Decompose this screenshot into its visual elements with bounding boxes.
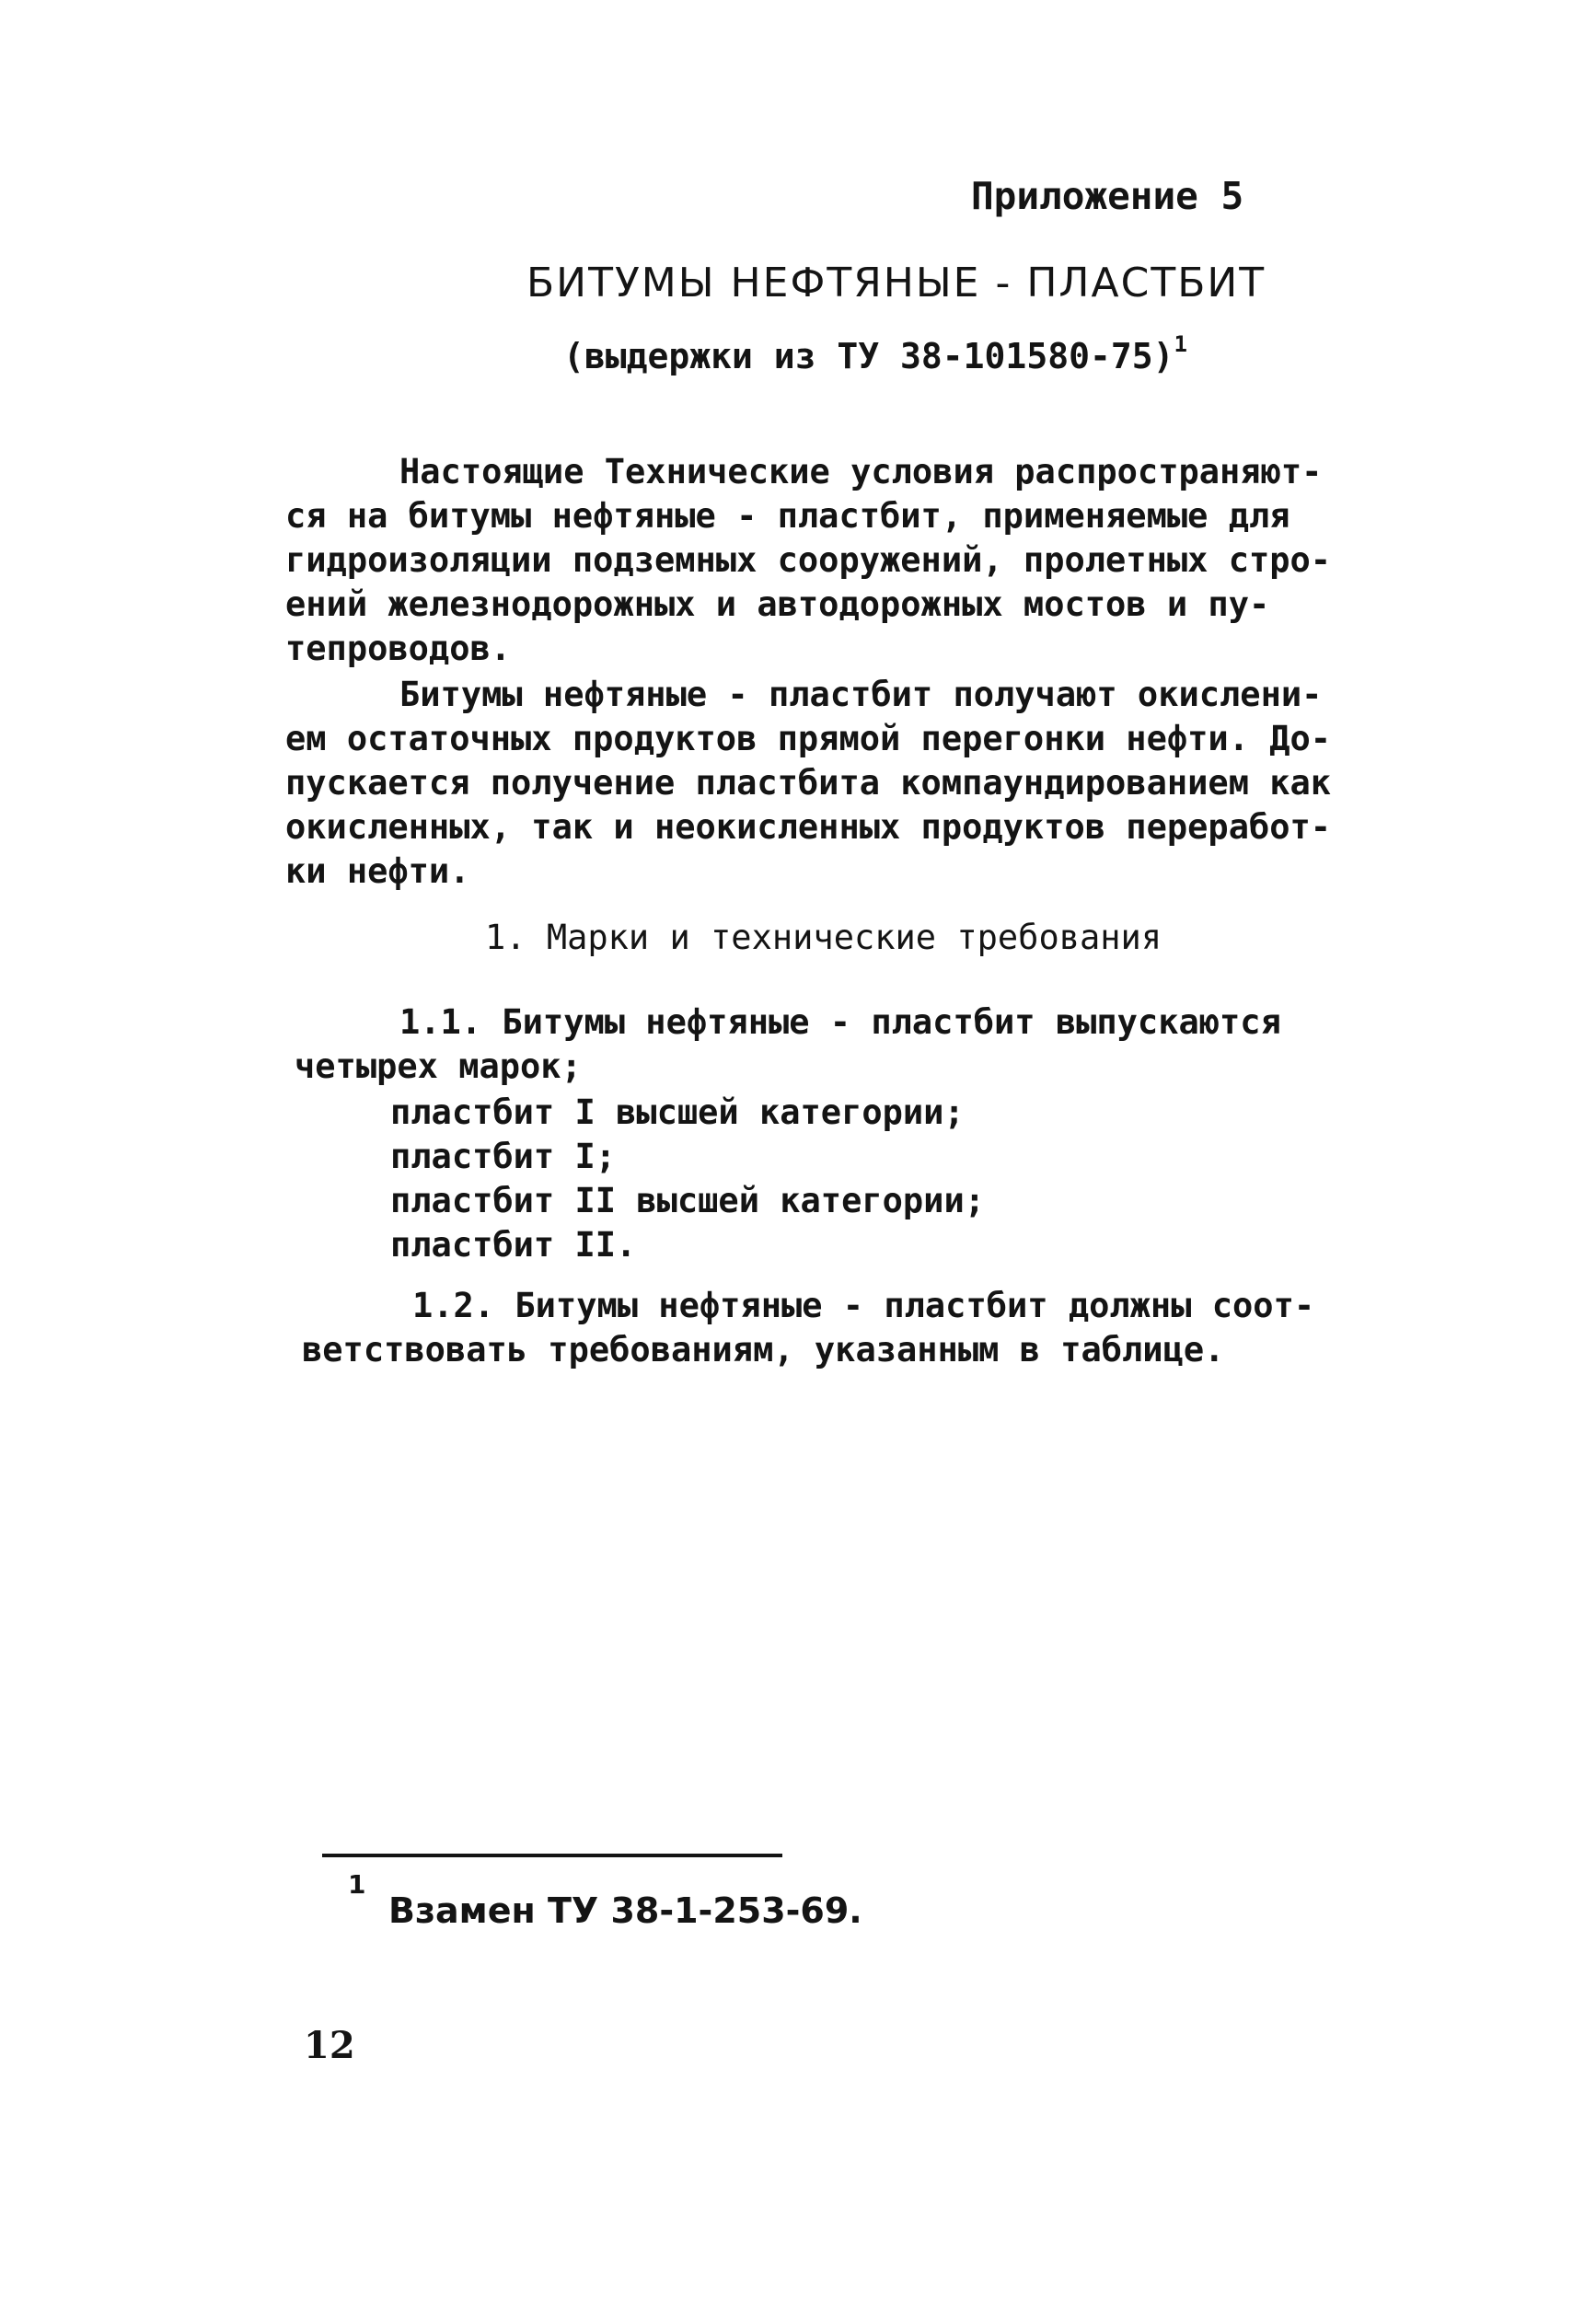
- clause-1-1-line-2: четырех марок;: [295, 1046, 582, 1086]
- section-heading: 1. Марки и технические требования: [485, 918, 1162, 957]
- clause-1-1-line-1: 1.1. Битумы нефтяные - пластбит выпускаются: [399, 1002, 1281, 1042]
- grade-item-2: пластбит I;: [390, 1137, 617, 1176]
- document-title: БИТУМЫ НЕФТЯНЫЕ - ПЛАСТБИТ: [526, 260, 1266, 306]
- subtitle-text: (выдержки из ТУ 38-101580-75): [563, 336, 1174, 376]
- footnote-text: Взамен ТУ 38-1-253-69.: [388, 1890, 862, 1931]
- paragraph-2-line-3: пускается получение пластбита компаундированием как: [285, 763, 1332, 803]
- paragraph-2-line-2: ем остаточных продуктов прямой перегонки нефти. До-: [285, 719, 1332, 758]
- appendix-label: Приложение 5: [971, 174, 1244, 218]
- subtitle-footnote-mark: 1: [1174, 331, 1187, 357]
- paragraph-1-line-2: ся на битумы нефтяные - пластбит, применяемые для: [285, 496, 1290, 536]
- document-subtitle: [563, 331, 1187, 376]
- grade-item-1: пластбит I высшей категории;: [390, 1092, 965, 1132]
- paragraph-1-line-1: Настоящие Технические условия распространяют-: [399, 452, 1323, 491]
- paragraph-1-line-4: ений железнодорожных и автодорожных мостов и пу-: [285, 584, 1270, 624]
- grade-item-3: пластбит II высшей категории;: [390, 1181, 986, 1220]
- paragraph-2-line-1: Битумы нефтяные - пластбит получают окислени-: [399, 675, 1323, 714]
- clause-1-2-line-1: 1.2. Битумы нефтяные - пластбит должны соот-: [412, 1286, 1315, 1325]
- footnote-mark: 1: [348, 1869, 366, 1900]
- clause-1-2-line-2: ветствовать требованиям, указанным в таблице.: [302, 1330, 1225, 1370]
- footnote-separator: [322, 1854, 782, 1857]
- paragraph-1-line-5: тепроводов.: [285, 629, 512, 668]
- grade-item-4: пластбит II.: [390, 1225, 637, 1265]
- paragraph-2-line-4: окисленных, так и неокисленных продуктов переработ-: [285, 807, 1332, 847]
- paragraph-1-line-3: гидроизоляции подземных сооружений, пролетных стро-: [285, 540, 1332, 580]
- page-number: 12: [304, 2024, 355, 2067]
- paragraph-2-line-5: ки нефти.: [285, 851, 470, 891]
